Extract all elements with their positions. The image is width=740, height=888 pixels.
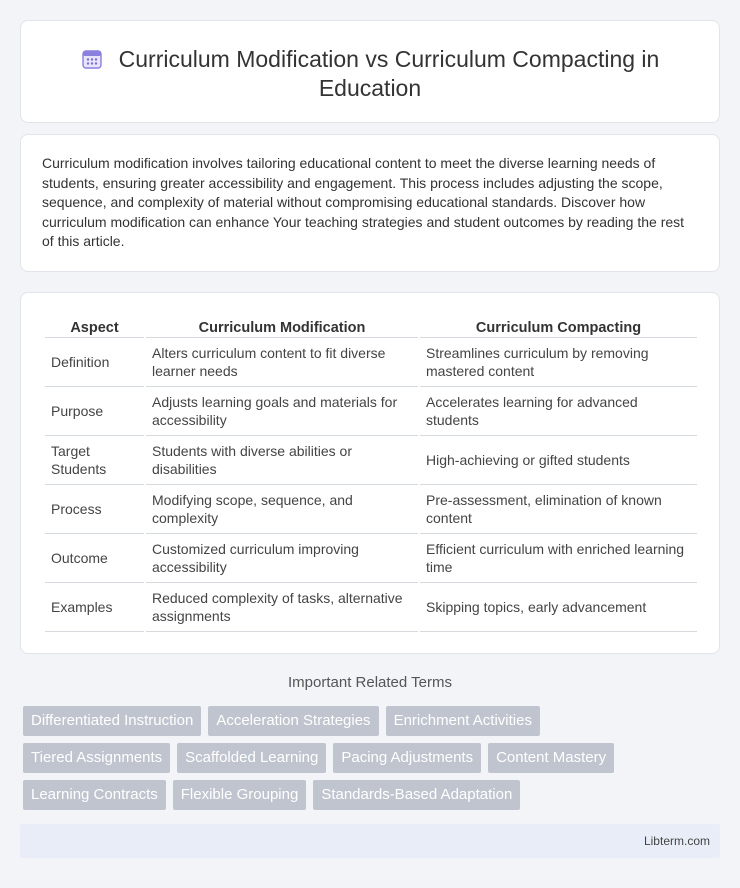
row-compacting: Skipping topics, early advancement: [420, 583, 697, 632]
row-aspect: Outcome: [45, 534, 144, 583]
row-compacting: Streamlines curriculum by removing mastered content: [420, 338, 697, 387]
row-modification: Adjusts learning goals and materials for accessibility: [146, 387, 418, 436]
header-modification: Curriculum Modification: [146, 313, 418, 338]
row-modification: Modifying scope, sequence, and complexity: [146, 485, 418, 534]
tag-content-mastery[interactable]: Content Mastery: [488, 743, 614, 773]
tag-pacing-adjustments[interactable]: Pacing Adjustments: [333, 743, 481, 773]
header-compacting: Curriculum Compacting: [420, 313, 697, 338]
intro-paragraph: Curriculum modification involves tailoring educational content to meet the diverse learning needs of students, ensuring greater accessibility and engagement. This process includes adjusting the scope, sequence, and complexity of material without compromising educational standards. Discover how curriculum modification can enhance Your teaching strategies and student outcomes by reading the rest of this article.: [42, 155, 685, 250]
calendar-icon: [81, 48, 103, 70]
related-terms-heading: Important Related Terms: [288, 674, 452, 691]
tag-row: [23, 780, 723, 810]
row-modification: Customized curriculum improving accessibility: [146, 534, 418, 583]
footer: [20, 824, 720, 858]
intro-card: [20, 134, 720, 272]
header-aspect: Aspect: [45, 313, 144, 338]
footer-site-link[interactable]: Libterm.com: [643, 834, 710, 848]
tag-row: [23, 706, 723, 736]
row-aspect: Process: [45, 485, 144, 534]
row-compacting: Pre-assessment, elimination of known content: [420, 485, 697, 534]
row-aspect: Purpose: [45, 387, 144, 436]
table-row: [45, 583, 697, 632]
row-aspect: Examples: [45, 583, 144, 632]
table-row: [45, 485, 697, 534]
table-row: [45, 338, 697, 387]
tag-acceleration-strategies[interactable]: Acceleration Strategies: [208, 706, 378, 736]
tag-standards-based-adaptation[interactable]: Standards-Based Adaptation: [313, 780, 520, 810]
row-modification: Students with diverse abilities or disabilities: [146, 436, 418, 485]
row-aspect: Definition: [45, 338, 144, 387]
page-title-text: Curriculum Modification vs Curriculum Compacting in Education: [118, 46, 660, 101]
row-modification: Reduced complexity of tasks, alternative assignments: [146, 583, 418, 632]
row-compacting: Efficient curriculum with enriched learning time: [420, 534, 697, 583]
related-terms: [23, 706, 723, 817]
title-wrap: [21, 45, 719, 103]
row-compacting: High-achieving or gifted students: [420, 436, 697, 485]
row-compacting: Accelerates learning for advanced students: [420, 387, 697, 436]
table-row: [45, 534, 697, 583]
tag-row: [23, 743, 723, 773]
tag-differentiated-instruction[interactable]: Differentiated Instruction: [23, 706, 201, 736]
page-title: [81, 46, 660, 101]
tag-enrichment-activities[interactable]: Enrichment Activities: [386, 706, 540, 736]
table-row: [45, 436, 697, 485]
tag-tiered-assignments[interactable]: Tiered Assignments: [23, 743, 170, 773]
title-card: [20, 20, 720, 123]
row-aspect: Target Students: [45, 436, 144, 485]
comparison-table: [43, 313, 699, 632]
tag-scaffolded-learning[interactable]: Scaffolded Learning: [177, 743, 326, 773]
table-header-row: [45, 313, 697, 338]
table-row: [45, 387, 697, 436]
tag-flexible-grouping[interactable]: Flexible Grouping: [173, 780, 307, 810]
tag-learning-contracts[interactable]: Learning Contracts: [23, 780, 166, 810]
row-modification: Alters curriculum content to fit diverse learner needs: [146, 338, 418, 387]
comparison-card: [20, 292, 720, 654]
